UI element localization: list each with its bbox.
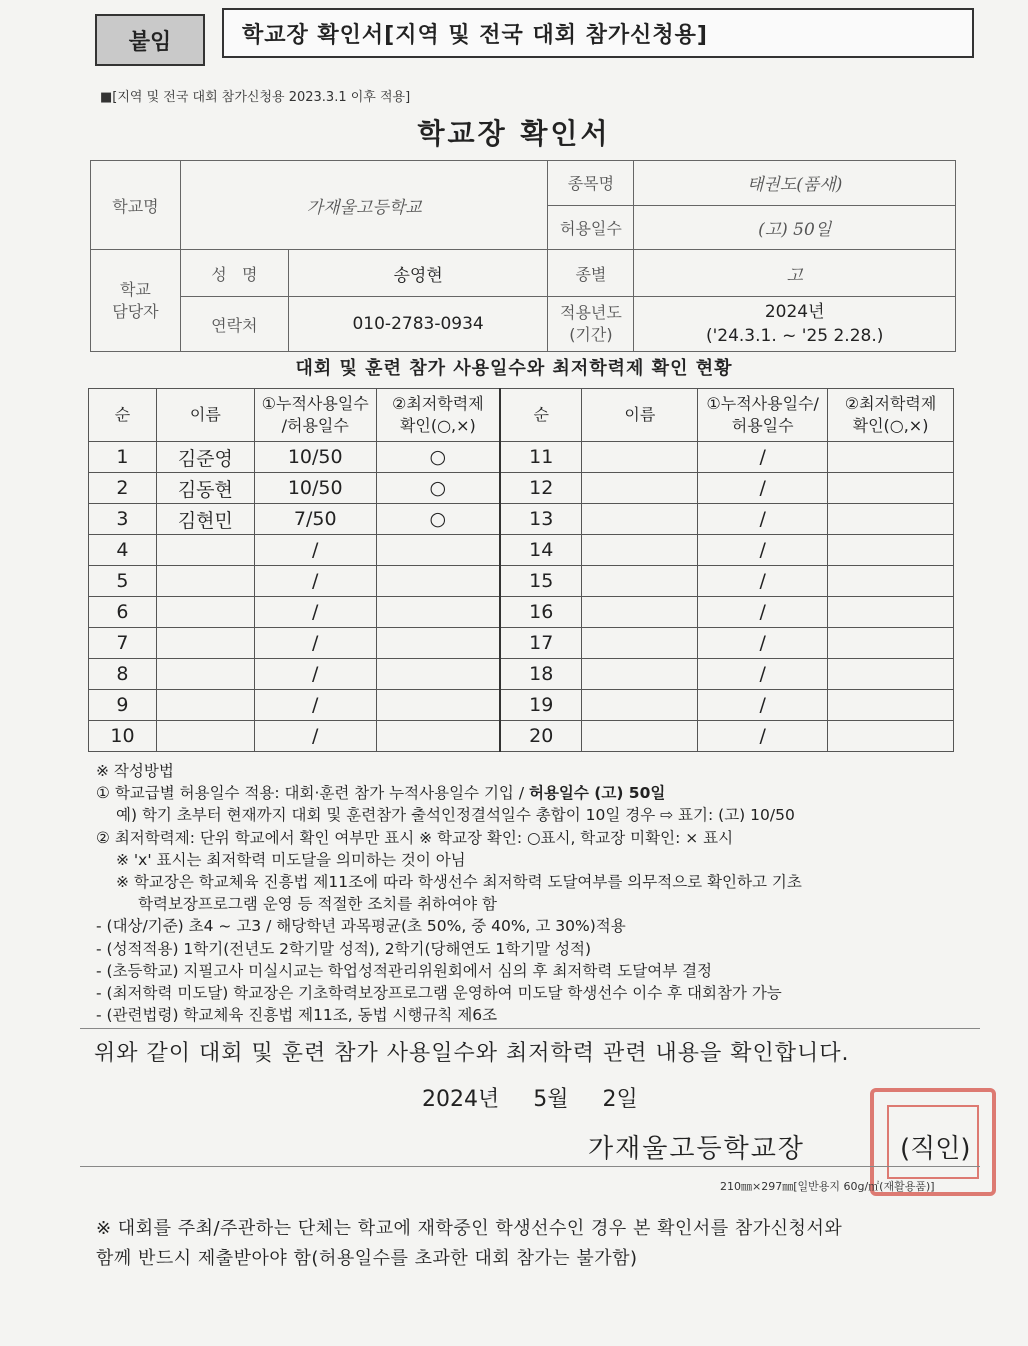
school-name-label: 학교명 (91, 161, 181, 250)
row-check (376, 659, 500, 690)
row-check (828, 442, 954, 473)
attach-label: 붙임 (95, 14, 205, 66)
school-name-value: 가재울고등학교 (180, 161, 548, 250)
row-days: / (254, 659, 376, 690)
row-no: 20 (500, 721, 582, 752)
row-days: / (698, 721, 828, 752)
row-check (376, 535, 500, 566)
row-no: 6 (89, 597, 157, 628)
row-days: / (698, 535, 828, 566)
row-name: 김동현 (156, 473, 254, 504)
row-no: 14 (500, 535, 582, 566)
row-name (156, 566, 254, 597)
row-no: 19 (500, 690, 582, 721)
applicability-note: ■[지역 및 전국 대회 참가신청용 2023.3.1 이후 적용] (100, 90, 411, 105)
section-title: 대회 및 훈련 참가 사용일수와 최저학력제 확인 현황 (295, 358, 733, 379)
row-name (582, 597, 698, 628)
school-info-table (90, 160, 956, 352)
row-days: 10/50 (254, 442, 376, 473)
note-2: ② 최저학력제: 단위 학교에서 확인 여부만 표시 ※ 학교장 확인: ○표시, 학교장 미확인: × 표시 (96, 828, 734, 847)
row-name (156, 628, 254, 659)
divider-bottom (80, 1166, 980, 1167)
detail-2: - (성적적용) 1학기(전년도 2학기말 성적), 2학기(당해연도 1학기말 성적) (96, 939, 592, 958)
table-row (89, 473, 954, 504)
row-check (828, 721, 954, 752)
row-days: / (254, 628, 376, 659)
row-name (582, 535, 698, 566)
row-check (828, 473, 954, 504)
footer-line-1: ※ 대회를 주최/주관하는 단체는 학교에 재학중인 학생선수인 경우 본 확인서를 참가신청서와 (96, 1218, 843, 1239)
allowed-days-value: (고) 50일 (634, 205, 956, 250)
sport-value: 태권도(품새) (634, 161, 956, 206)
row-name (156, 535, 254, 566)
row-name (582, 504, 698, 535)
row-days: / (254, 566, 376, 597)
row-no: 15 (500, 566, 582, 597)
row-name (582, 473, 698, 504)
roster-body (89, 442, 954, 752)
confirmation-text: 위와 같이 대회 및 훈련 참가 사용일수와 최저학력 관련 내용을 확인합니다. (94, 1041, 850, 1066)
row-check (828, 504, 954, 535)
allowed-days-label: 허용일수 (548, 205, 634, 250)
note-1-example: 예) 학기 초부터 현재까지 대회 및 훈련참가 출석인정결석일수 총합이 10일 경우 ⇨ 표기: (고) 10/50 (116, 806, 795, 825)
row-check (828, 535, 954, 566)
footer-line-2: 함께 반드시 제출받아야 함(허용일수를 초과한 대회 참가는 불가함) (96, 1248, 638, 1269)
row-name: 김현민 (156, 504, 254, 535)
principal-signature: 가재울고등학교장 (588, 1134, 805, 1164)
row-no: 5 (89, 566, 157, 597)
row-name (156, 721, 254, 752)
document-title: 학교장 확인서[지역 및 전국 대회 참가신청용] (222, 8, 974, 58)
row-no: 11 (500, 442, 582, 473)
paper-spec: 210㎜×297㎜[일반용지 60g/㎡(재활용품)] (720, 1180, 935, 1193)
row-days: / (698, 504, 828, 535)
row-days: / (698, 442, 828, 473)
note-1-text: ① 학교급별 허용일수 적용: 대회·훈련 참가 누적사용일수 기입 / (96, 784, 529, 803)
row-no: 9 (89, 690, 157, 721)
row-no: 4 (89, 535, 157, 566)
page-title: 학교장 확인서 (417, 117, 611, 150)
row-name (582, 566, 698, 597)
table-row (89, 721, 954, 752)
table-row (89, 504, 954, 535)
table-row (89, 659, 954, 690)
row-name (582, 628, 698, 659)
row-name (582, 690, 698, 721)
row-days: / (254, 597, 376, 628)
table-row (89, 690, 954, 721)
row-no: 12 (500, 473, 582, 504)
detail-1: - (대상/기준) 초4 ~ 고3 / 해당학년 과목평균(초 50%, 중 40%, 고 30%)적용 (96, 917, 626, 936)
contact-label: 연락처 (180, 297, 288, 352)
manager-name-value: 송영현 (288, 250, 548, 297)
row-check (828, 690, 954, 721)
col-no: 순 (89, 389, 157, 442)
row-check (828, 628, 954, 659)
row-no: 10 (89, 721, 157, 752)
table-row (89, 597, 954, 628)
row-check (376, 566, 500, 597)
row-no: 3 (89, 504, 157, 535)
year-cell (634, 297, 956, 352)
table-row (89, 566, 954, 597)
row-no: 2 (89, 473, 157, 504)
col-days: ①누적사용일수 /허용일수 (254, 389, 376, 442)
issue-date: 2024년 5월 2일 (422, 1087, 638, 1112)
row-no: 17 (500, 628, 582, 659)
row-check: ○ (376, 442, 500, 473)
row-check (376, 597, 500, 628)
name-label: 성 명 (180, 250, 288, 297)
seal-label: (직인) (900, 1134, 971, 1164)
row-no: 7 (89, 628, 157, 659)
type-value: 고 (634, 250, 956, 297)
table-row (89, 442, 954, 473)
row-no: 8 (89, 659, 157, 690)
footer-note (96, 1214, 842, 1274)
period-value: ('24.3.1. ~ '25 2.28.) (705, 326, 884, 346)
row-days: / (698, 566, 828, 597)
row-check (376, 628, 500, 659)
row-days: / (254, 721, 376, 752)
row-days: / (698, 628, 828, 659)
note-2-b1: ※ 학교장은 학교체육 진흥법 제11조에 따라 학생선수 최저학력 도달여부를 의무적으로 확인하고 기초 (116, 873, 802, 892)
col-check: ②최저학력제 확인(○,×) (376, 389, 500, 442)
contact-value: 010-2783-0934 (288, 297, 548, 352)
row-no: 16 (500, 597, 582, 628)
table-row (89, 535, 954, 566)
col-no-right: 순 (500, 389, 582, 442)
instructions (96, 760, 996, 1026)
row-name: 김준영 (156, 442, 254, 473)
year-label: 적용년도 (기간) (548, 297, 634, 352)
type-label: 종별 (548, 250, 634, 297)
row-no: 13 (500, 504, 582, 535)
row-days: / (698, 597, 828, 628)
table-row (89, 628, 954, 659)
detail-3: - (초등학교) 지필고사 미실시교는 학업성적관리위원회에서 심의 후 최저학력 도달여부 결정 (96, 961, 713, 980)
row-days: / (254, 535, 376, 566)
year-value: 2024년 (764, 302, 825, 322)
sport-label: 종목명 (548, 161, 634, 206)
row-name (156, 690, 254, 721)
row-name (156, 659, 254, 690)
detail-5: - (관련법령) 학교체육 진흥법 제11조, 동법 시행규칙 제6조 (96, 1006, 498, 1025)
row-days: / (698, 659, 828, 690)
roster-table (88, 388, 954, 752)
row-check (828, 597, 954, 628)
row-name (156, 597, 254, 628)
row-days: / (254, 690, 376, 721)
row-no: 18 (500, 659, 582, 690)
col-days-right: ①누적사용일수/ 허용일수 (698, 389, 828, 442)
row-check (376, 721, 500, 752)
row-days: / (698, 690, 828, 721)
row-name (582, 721, 698, 752)
divider (80, 1028, 980, 1029)
row-check: ○ (376, 473, 500, 504)
row-check: ○ (376, 504, 500, 535)
row-check (828, 659, 954, 690)
row-no: 1 (89, 442, 157, 473)
manager-label: 학교 담당자 (91, 250, 181, 352)
row-check (376, 690, 500, 721)
note-2-a: ※ 'x' 표시는 최저학력 미도달을 의미하는 것이 아님 (116, 850, 466, 869)
row-name (582, 442, 698, 473)
col-check-right: ②최저학력제 확인(○,×) (828, 389, 954, 442)
instructions-heading: ※ 작성방법 (96, 762, 174, 780)
col-name-right: 이름 (582, 389, 698, 442)
row-days: 7/50 (254, 504, 376, 535)
note-1-bold: 허용일수 (고) 50일 (528, 784, 666, 803)
col-name: 이름 (156, 389, 254, 442)
row-name (582, 659, 698, 690)
note-1 (96, 782, 996, 804)
detail-4: - (최저학력 미도달) 학교장은 기초학력보장프로그램 운영하여 미도달 학생선수 이수 후 대회참가 가능 (96, 984, 782, 1003)
note-2-b2: 학력보장프로그램 운영 등 적절한 조치를 취하여야 함 (138, 895, 497, 914)
row-days: / (698, 473, 828, 504)
row-check (828, 566, 954, 597)
row-days: 10/50 (254, 473, 376, 504)
